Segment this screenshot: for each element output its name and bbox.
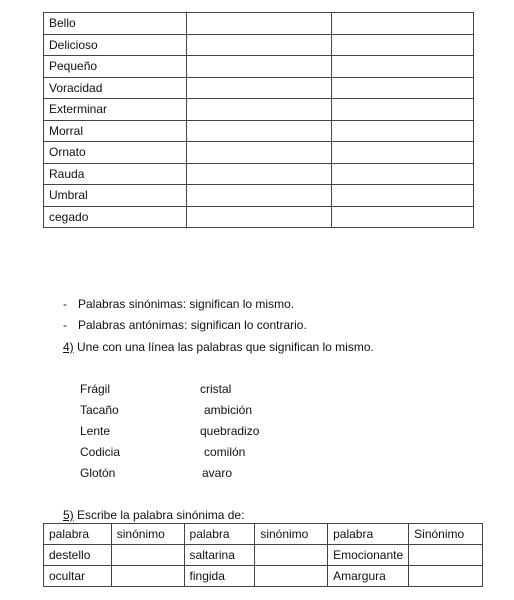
exercise-5-instruction — [63, 508, 244, 522]
answer-cell[interactable] — [255, 566, 328, 587]
match-right-word: cristal — [200, 382, 232, 396]
answer-cell[interactable] — [187, 34, 331, 56]
definition-bullet: - — [63, 318, 67, 332]
definition-synonyms: Palabras sinónimas: significan lo mismo. — [78, 297, 295, 311]
word-cell: Pequeño — [44, 56, 187, 78]
word-cell: fingida — [184, 566, 255, 587]
table-row — [44, 13, 474, 35]
answer-cell[interactable] — [187, 13, 331, 35]
column-header: palabra — [184, 524, 255, 545]
exercise-5-number: 5) — [63, 508, 74, 522]
table-row — [44, 142, 474, 164]
table-row — [44, 545, 483, 566]
answer-cell[interactable] — [409, 545, 483, 566]
table-row — [44, 206, 474, 228]
match-right-word: ambición — [204, 403, 253, 417]
word-cell: Bello — [44, 13, 187, 35]
answer-cell[interactable] — [187, 163, 331, 185]
answer-cell[interactable] — [187, 185, 331, 207]
word-cell: Exterminar — [44, 99, 187, 121]
answer-cell[interactable] — [331, 185, 473, 207]
definition-bullet: - — [63, 297, 67, 311]
match-left-word: Lente — [80, 424, 111, 438]
answer-cell[interactable] — [331, 206, 473, 228]
table-row — [44, 34, 474, 56]
exercise-4-instruction — [63, 340, 374, 354]
column-header: sinónimo — [111, 524, 184, 545]
answer-cell[interactable] — [331, 34, 473, 56]
word-cell: Ornato — [44, 142, 187, 164]
answer-cell[interactable] — [187, 120, 331, 142]
answer-cell[interactable] — [409, 566, 483, 587]
word-cell: Delicioso — [44, 34, 187, 56]
table-row — [44, 120, 474, 142]
word-cell: destello — [44, 545, 112, 566]
answer-cell[interactable] — [331, 13, 473, 35]
answer-cell[interactable] — [187, 142, 331, 164]
match-left-word: Frágil — [80, 382, 111, 396]
match-right-word: avaro — [202, 466, 233, 480]
word-cell: saltarina — [184, 545, 255, 566]
answer-cell[interactable] — [187, 77, 331, 99]
table-row — [44, 163, 474, 185]
table-row — [44, 99, 474, 121]
match-left-word: Glotón — [80, 466, 116, 480]
word-cell: Morral — [44, 120, 187, 142]
answer-cell[interactable] — [187, 99, 331, 121]
column-header: Sinónimo — [409, 524, 483, 545]
synonym-table — [43, 523, 483, 587]
match-right-word: comilón — [204, 445, 246, 459]
word-cell: cegado — [44, 206, 187, 228]
answer-cell[interactable] — [187, 56, 331, 78]
match-left-word: Tacaño — [80, 403, 119, 417]
word-cell: Emocionante — [328, 545, 409, 566]
match-right-word: quebradizo — [200, 424, 260, 438]
answer-cell[interactable] — [331, 120, 473, 142]
word-table — [43, 12, 474, 228]
exercise-4-text: Une con una línea las palabras que significan lo mismo. — [73, 340, 374, 354]
exercise-4-number: 4) — [63, 340, 74, 354]
definition-antonyms: Palabras antónimas: significan lo contrario. — [78, 318, 307, 332]
table-row — [44, 56, 474, 78]
table-row — [44, 77, 474, 99]
answer-cell[interactable] — [331, 163, 473, 185]
column-header: palabra — [328, 524, 409, 545]
word-cell: Umbral — [44, 185, 187, 207]
word-cell: Rauda — [44, 163, 187, 185]
column-header: palabra — [44, 524, 112, 545]
answer-cell[interactable] — [331, 142, 473, 164]
table-row — [44, 566, 483, 587]
word-cell: Voracidad — [44, 77, 187, 99]
answer-cell[interactable] — [111, 545, 184, 566]
answer-cell[interactable] — [255, 545, 328, 566]
answer-cell[interactable] — [331, 99, 473, 121]
exercise-5-text: Escribe la palabra sinónima de: — [73, 508, 245, 522]
word-cell: ocultar — [44, 566, 112, 587]
table-header-row — [44, 524, 483, 545]
answer-cell[interactable] — [111, 566, 184, 587]
answer-cell[interactable] — [331, 77, 473, 99]
column-header: sinónimo — [255, 524, 328, 545]
word-cell: Amargura — [328, 566, 409, 587]
answer-cell[interactable] — [187, 206, 331, 228]
answer-cell[interactable] — [331, 56, 473, 78]
table-row — [44, 185, 474, 207]
match-left-word: Codicia — [80, 445, 121, 459]
